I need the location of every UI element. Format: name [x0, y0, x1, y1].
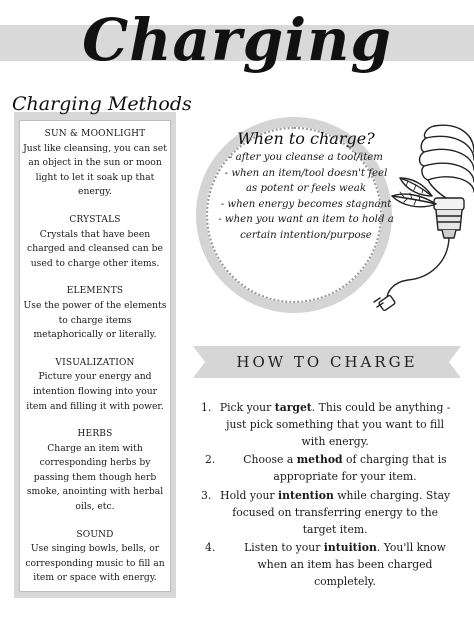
method-title: ELEMENTS: [66, 286, 124, 297]
method-text: Use singing bowls, bells, or corresponding music to fill an item or space with energy.: [25, 543, 165, 584]
method-text: Use the power of the elements to charge items metaphorically or literally.: [23, 299, 167, 341]
method-text: Just like cleansing, you can set an object in the sun or moon light to let it soak up that energy.: [23, 142, 167, 198]
method-item: [20, 528, 170, 586]
step-keyword: intention: [278, 488, 334, 502]
method-title: SUN & MOONLIGHT: [44, 129, 146, 139]
method-item: [20, 213, 170, 271]
method-title: CRYSTALS: [69, 214, 121, 225]
method-title: HERBS: [77, 429, 113, 440]
method-item: [20, 356, 170, 414]
method-item: [20, 284, 170, 342]
step-number: 1.: [201, 401, 212, 414]
step-number: 4.: [205, 541, 216, 555]
methods-list: [19, 120, 171, 592]
how-to-steps: [201, 400, 455, 593]
step-number: 2.: [205, 453, 216, 467]
step-text: Pick your target. This could be anything - just pick something that you want to fill with energy.: [219, 401, 451, 448]
method-item: [20, 427, 170, 515]
step-item: [201, 452, 455, 486]
step-keyword: intuition: [323, 541, 377, 555]
step-item: [201, 488, 455, 538]
when-heading: When to charge?: [237, 129, 375, 148]
step-item: [201, 540, 455, 590]
method-item: [20, 127, 170, 200]
step-text: Choose a method of charging that is appropriate for your item.: [243, 453, 447, 484]
page-title: Charging: [82, 6, 392, 74]
step-text: Hold your intention while charging. Stay focused on transferring energy to the target item.: [220, 488, 451, 536]
method-title: SOUND: [76, 529, 114, 540]
step-keyword: target: [274, 401, 312, 414]
method-text: Charge an item with corresponding herbs by passing them though herb smoke, anointing with herbal oils, etc.: [26, 442, 164, 513]
methods-heading: Charging Methods: [12, 93, 192, 115]
step-text: Listen to your intuition. You'll know when an item has been charged completely.: [244, 541, 446, 588]
step-keyword: method: [296, 453, 343, 467]
when-item: - after you cleanse a tool/item: [229, 152, 383, 163]
method-title: VISUALIZATION: [55, 357, 135, 368]
method-text: Picture your energy and intention flowing into your item and filling it with power.: [26, 371, 164, 412]
how-to-charge-heading: HOW TO CHARGE: [236, 353, 418, 371]
when-list: [218, 150, 394, 244]
step-number: 3.: [201, 488, 212, 502]
when-to-charge: [218, 128, 394, 244]
when-item: - when you want an item to hold a certain intention/purpose: [218, 214, 394, 241]
method-text: Crystals that have been charged and cleansed can be used to charge other items.: [27, 228, 163, 269]
when-item: - when an item/tool doesn't feel as potent or feels weak: [224, 167, 388, 195]
light-bulb-with-leaves-icon: [370, 112, 474, 320]
when-item: - when energy becomes stagnant: [220, 198, 392, 210]
step-item: [201, 400, 455, 450]
